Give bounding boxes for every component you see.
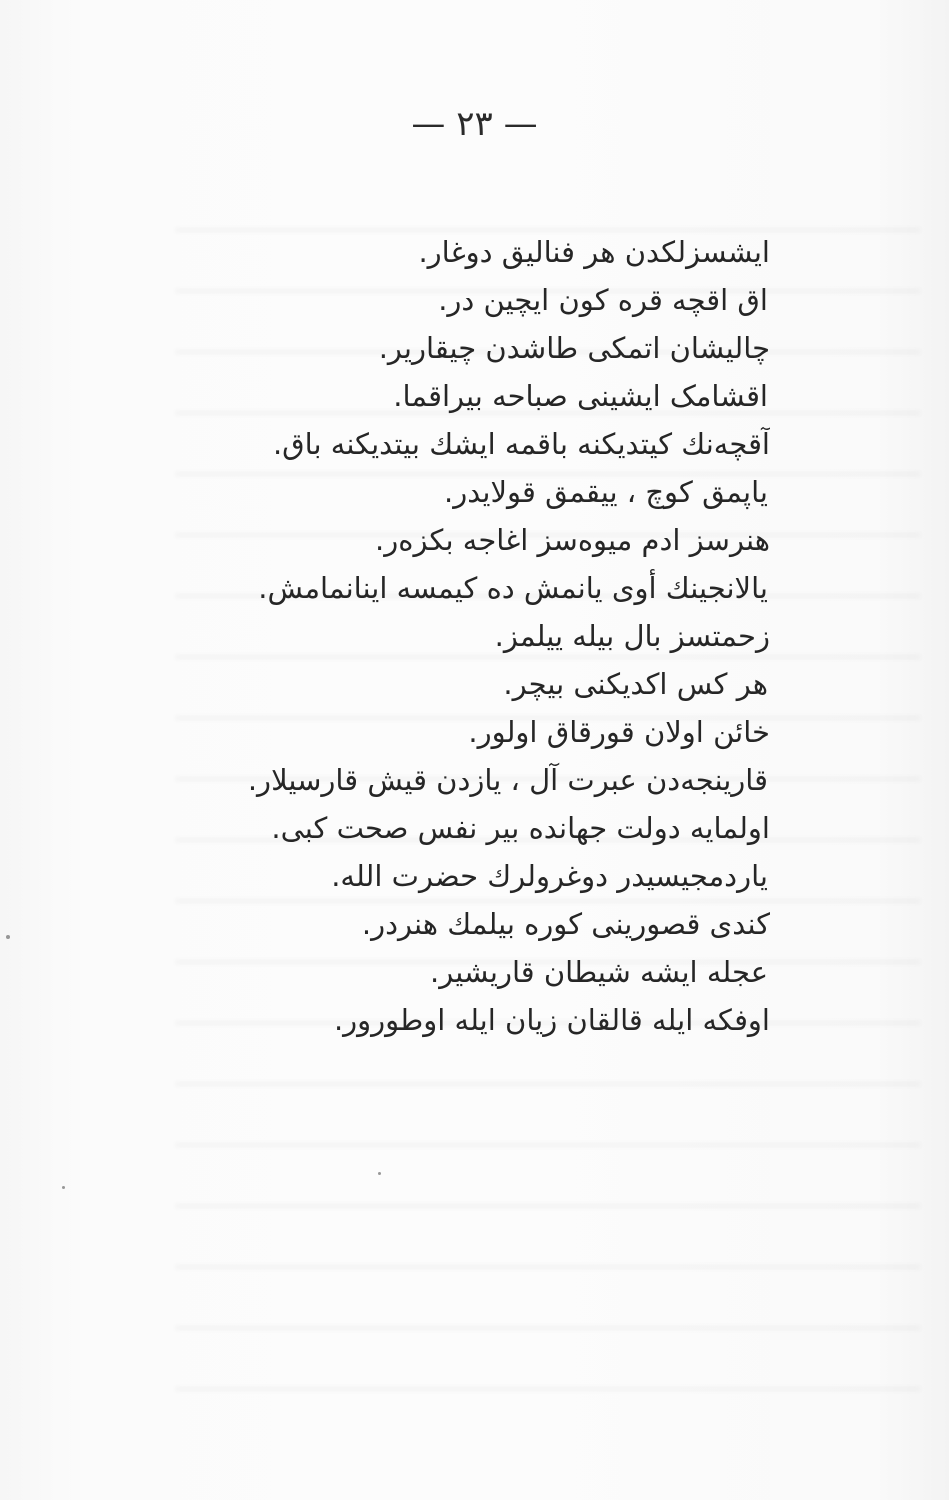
proverb-line: هنرسز ادم میوه‌سز اغاجه بکزه‌ر.: [375, 523, 770, 557]
proverb-line: اق اقچه قره کون ایچین در.: [438, 283, 768, 317]
proverb-line: عجله ایشه شیطان قاریشیر.: [430, 955, 768, 989]
proverb-line: اقشامک ایشینی صباحه بیراقما.: [393, 379, 768, 413]
proverb-line: کندی قصورینی کوره بیلمك هنردر.: [361, 907, 770, 941]
page-number: — ٢٣ —: [411, 104, 538, 144]
paper-speck: [62, 1186, 65, 1189]
proverb-list: [170, 228, 770, 1044]
proverb-line: یاپمق کوچ ، ییقمق قولایدر.: [443, 475, 768, 509]
proverb-line: خائن اولان قورقاق اولور.: [468, 715, 770, 749]
proverb-line: اولمایه دولت جهانده بیر نفس صحت کبی.: [271, 811, 770, 845]
proverb-line: یاردمجیسیدر دوغرولرك حضرت الله.: [331, 859, 768, 893]
proverb-line: اوفکه ایله قالقان زیان ایله اوطورور.: [333, 1003, 770, 1037]
proverb-line: هر کس اکدیکنی بیچر.: [503, 667, 768, 701]
proverb-line: چالیشان اتمکی طاشدن چیقاریر.: [378, 331, 770, 365]
proverb-line: قارینجه‌دن عبرت آل ، یازدن قیش قارسیلار.: [247, 763, 768, 797]
proverb-line: ایشسزلکدن هر فنالیق دوغار.: [418, 235, 770, 269]
paper-speck: [378, 1172, 381, 1175]
proverb-line: آقچه‌نك کیتدیکنه باقمه ایشك بیتدیکنه باق.: [272, 427, 770, 461]
proverb-line: زحمتسز بال بیله ییلمز.: [494, 619, 770, 653]
proverb-line: یالانجینك أوی یانمش ده کیمسه اینانمامش.: [258, 571, 768, 605]
paper-speck: [6, 935, 10, 939]
